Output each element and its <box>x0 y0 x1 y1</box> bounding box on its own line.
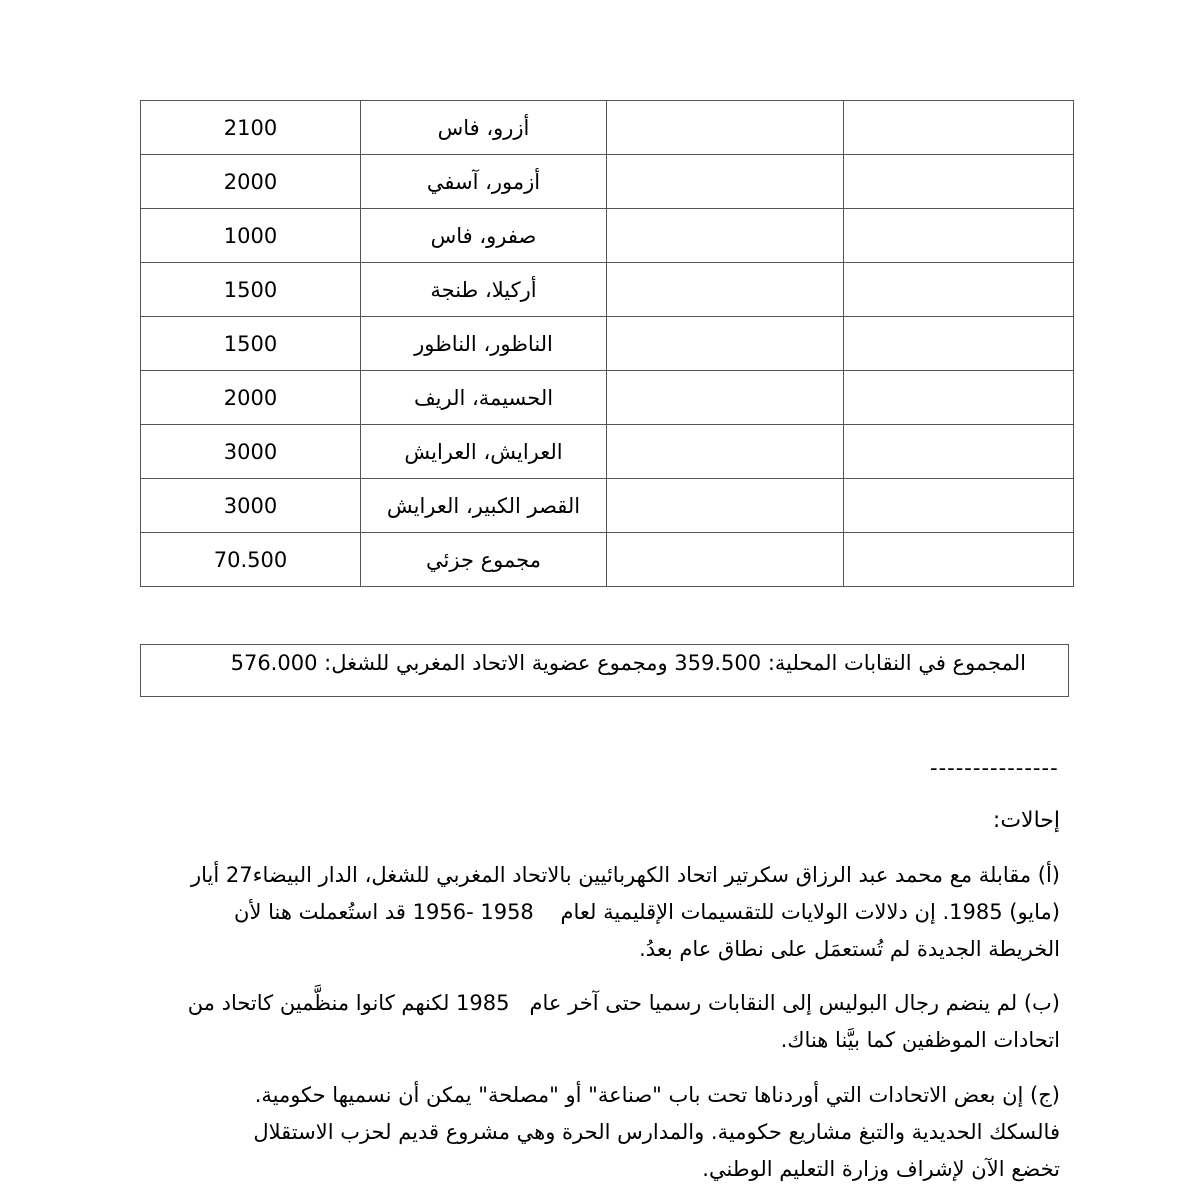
references-heading: إحالات: <box>992 808 1060 833</box>
table-row <box>141 101 1074 155</box>
member-count-cell: 1000 <box>141 209 361 263</box>
union-location-cell: أزرو، فاس <box>361 101 607 155</box>
note-a-month: أيار <box>190 863 220 887</box>
empty-cell <box>607 317 844 371</box>
note-a-year: 1985 <box>949 900 1003 924</box>
note-line: اتحادات الموظفين كما بيَّنا هناك. <box>780 1028 1060 1052</box>
union-location-cell: القصر الكبير، العرايش <box>361 479 607 533</box>
table-row <box>141 209 1074 263</box>
reference-note-b <box>140 985 1060 1059</box>
union-location-cell: صفرو، فاس <box>361 209 607 263</box>
empty-cell <box>607 101 844 155</box>
note-a-mid: . إن دلالات الولايات للتقسيمات الإقليمية لعام <box>560 900 950 924</box>
empty-cell <box>844 479 1074 533</box>
empty-cell <box>844 209 1074 263</box>
empty-cell <box>607 263 844 317</box>
subtotal-value-cell: 70.500 <box>141 533 361 587</box>
empty-cell <box>844 101 1074 155</box>
note-b-end: لكنهم كانوا منظَّمين كاتحاد من <box>187 991 450 1015</box>
empty-cell <box>607 479 844 533</box>
member-count-cell: 3000 <box>141 425 361 479</box>
member-count-cell: 3000 <box>141 479 361 533</box>
empty-cell <box>844 155 1074 209</box>
note-line: تخضع الآن لإشراف وزارة التعليم الوطني. <box>702 1157 1060 1181</box>
local-total-value: 359.500 <box>674 651 762 675</box>
note-a-end: قد استُعملت هنا لأن <box>234 900 406 924</box>
reference-note-c <box>140 1077 1060 1188</box>
empty-cell <box>844 533 1074 587</box>
table-row <box>141 263 1074 317</box>
empty-cell <box>844 425 1074 479</box>
union-total-label: ومجموع عضوية الاتحاد المغربي للشغل: <box>324 651 668 675</box>
total-summary-box <box>140 644 1069 697</box>
table-row <box>141 317 1074 371</box>
note-line <box>140 857 1060 894</box>
membership-table <box>140 100 1074 587</box>
member-count-cell: 1500 <box>141 263 361 317</box>
local-total-label: المجموع في النقابات المحلية: <box>767 651 1026 675</box>
note-b-start: (ب) لم ينضم رجال البوليس إلى النقابات رسميا حتى آخر عام <box>529 991 1060 1015</box>
empty-cell <box>607 533 844 587</box>
member-count-cell: 1500 <box>141 317 361 371</box>
note-line: (ج) إن بعض الاتحادات التي أوردناها تحت باب "صناعة" أو "مصلحة" يمكن أن نسميها حكومية. <box>254 1083 1060 1107</box>
union-total-value: 576.000 <box>230 651 318 675</box>
empty-cell <box>844 317 1074 371</box>
note-line <box>140 985 1060 1022</box>
empty-cell <box>607 371 844 425</box>
empty-cell <box>844 263 1074 317</box>
table-row <box>141 479 1074 533</box>
member-count-cell: 2100 <box>141 101 361 155</box>
note-a-year-range: 1956- 1958 <box>412 900 534 924</box>
note-line <box>140 894 1060 931</box>
union-location-cell: الحسيمة، الريف <box>361 371 607 425</box>
table-row <box>141 425 1074 479</box>
total-summary-line <box>231 651 1026 675</box>
union-location-cell: أركيلا، طنجة <box>361 263 607 317</box>
empty-cell <box>607 209 844 263</box>
note-line: فالسكك الحديدية والتبغ مشاريع حكومية. والمدارس الحرة وهي مشروع قديم لحزب الاستقلال <box>253 1120 1060 1144</box>
empty-cell <box>607 425 844 479</box>
union-location-cell: العرايش، العرايش <box>361 425 607 479</box>
table-row <box>141 155 1074 209</box>
subtotal-row <box>141 533 1074 587</box>
union-location-cell: الناظور، الناظور <box>361 317 607 371</box>
note-a-text: (أ) مقابلة مع محمد عبد الرزاق سكرتير اتحاد الكهربائيين بالاتحاد المغربي للشغل، الدار البيضاء <box>252 863 1060 887</box>
member-count-cell: 2000 <box>141 155 361 209</box>
footnote-separator: --------------- <box>930 756 1059 780</box>
table-row <box>141 371 1074 425</box>
note-b-year: 1985 <box>456 991 510 1015</box>
empty-cell <box>844 371 1074 425</box>
table-body <box>141 101 1074 587</box>
member-count-cell: 2000 <box>141 371 361 425</box>
union-location-cell: أزمور، آسفي <box>361 155 607 209</box>
empty-cell <box>607 155 844 209</box>
note-a-month-alt: (مايو) <box>1009 900 1060 924</box>
note-a-day: 27 <box>225 863 253 887</box>
reference-note-a <box>140 857 1060 968</box>
note-line: الخريطة الجديدة لم تُستعمَل على نطاق عام بعدُ. <box>639 937 1060 961</box>
subtotal-label-cell: مجموع جزئي <box>361 533 607 587</box>
